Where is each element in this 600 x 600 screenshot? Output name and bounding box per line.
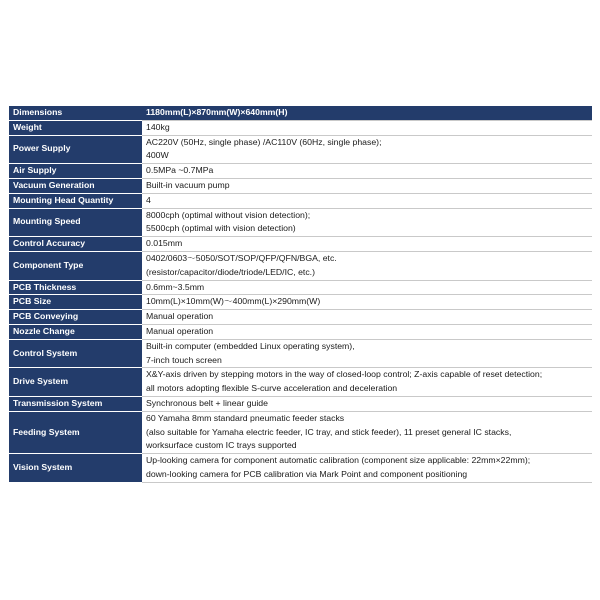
- spec-row: [9, 237, 592, 252]
- spec-value-line: Manual operation: [146, 325, 214, 336]
- spec-label: Feeding System: [9, 411, 142, 453]
- spec-row: [9, 208, 592, 237]
- spec-row: [9, 106, 592, 120]
- spec-value-line: Built-in computer (embedded Linux operating system),: [146, 340, 355, 351]
- spec-value: [142, 208, 592, 237]
- spec-label: Dimensions: [9, 106, 142, 120]
- spec-value-line: (also suitable for Yamaha electric feeder, IC tray, and stick feeder), 11 preset general IC stacks,: [146, 426, 512, 437]
- spec-value-line: Built-in vacuum pump: [146, 179, 230, 190]
- spec-row: [9, 193, 592, 208]
- spec-row: [9, 135, 592, 164]
- spec-value-line: 8000cph (optimal without vision detection);: [146, 209, 311, 220]
- spec-value-line: Up-looking camera for component automatic calibration (component size applicable: 22mm×22mm);: [146, 455, 531, 466]
- spec-value-line: 5500cph (optimal with vision detection): [146, 223, 296, 234]
- spec-row: [9, 295, 592, 310]
- spec-row: [9, 411, 592, 453]
- spec-value: [142, 368, 592, 397]
- spec-row: [9, 310, 592, 325]
- spec-label: Power Supply: [9, 135, 142, 164]
- spec-value: [142, 106, 592, 120]
- spec-row: [9, 339, 592, 368]
- spec-label: Transmission System: [9, 396, 142, 411]
- spec-value-line: worksurface custom IC trays supported: [146, 440, 297, 451]
- spec-row: [9, 178, 592, 193]
- spec-value: [142, 295, 592, 310]
- spec-value: [142, 251, 592, 280]
- spec-value-line: 0402/0603～5050/SOT/SOP/QFP/QFN/BGA, etc.: [146, 252, 337, 263]
- spec-value-line: 400W: [146, 150, 169, 161]
- spec-value-line: X&Y-axis driven by stepping motors in the way of closed-loop control; Z-axis capable of reset detection;: [146, 369, 543, 380]
- spec-label: Nozzle Change: [9, 324, 142, 339]
- spec-value-line: AC220V (50Hz, single phase) /AC110V (60Hz, single phase);: [146, 136, 382, 147]
- spec-label: PCB Size: [9, 295, 142, 310]
- spec-row: [9, 251, 592, 280]
- spec-value-line: 4: [146, 194, 151, 205]
- spec-row: [9, 368, 592, 397]
- spec-label: PCB Conveying: [9, 310, 142, 325]
- spec-value: [142, 164, 592, 179]
- spec-value-line: 7-inch touch screen: [146, 354, 222, 365]
- spec-label: Control Accuracy: [9, 237, 142, 252]
- spec-row: [9, 396, 592, 411]
- specification-table: [9, 106, 592, 483]
- spec-value: [142, 135, 592, 164]
- spec-value: [142, 280, 592, 295]
- spec-value: [142, 324, 592, 339]
- spec-row: [9, 454, 592, 483]
- spec-value-line: 0.5MPa ~0.7MPa: [146, 165, 214, 176]
- spec-value-line: down-looking camera for PCB calibration via Mark Point and component positioning: [146, 468, 468, 479]
- spec-value-line: 140kg: [146, 121, 170, 132]
- spec-value: [142, 193, 592, 208]
- spec-label: PCB Thickness: [9, 280, 142, 295]
- spec-value-line: 0.015mm: [146, 238, 183, 249]
- spec-label: Vacuum Generation: [9, 178, 142, 193]
- spec-label: Component Type: [9, 251, 142, 280]
- spec-value: [142, 178, 592, 193]
- specification-table-body: [9, 106, 592, 482]
- spec-label: Air Supply: [9, 164, 142, 179]
- spec-value: [142, 120, 592, 135]
- spec-value: [142, 237, 592, 252]
- spec-value-line: 60 Yamaha 8mm standard pneumatic feeder stacks: [146, 412, 345, 423]
- spec-label: Weight: [9, 120, 142, 135]
- spec-value: [142, 339, 592, 368]
- spec-value: [142, 454, 592, 483]
- spec-value-line: all motors adopting flexible S-curve acceleration and deceleration: [146, 383, 398, 394]
- spec-label: Control System: [9, 339, 142, 368]
- spec-value-line: 10mm(L)×10mm(W)～400mm(L)×290mm(W): [146, 296, 321, 307]
- spec-label: Vision System: [9, 454, 142, 483]
- spec-row: [9, 324, 592, 339]
- spec-row: [9, 164, 592, 179]
- spec-value-line: 1180mm(L)×870mm(W)×640mm(H): [146, 107, 288, 117]
- spec-value: [142, 396, 592, 411]
- spec-label: Mounting Speed: [9, 208, 142, 237]
- spec-label: Drive System: [9, 368, 142, 397]
- spec-value-line: Manual operation: [146, 311, 214, 322]
- spec-value-line: (resistor/capacitor/diode/triode/LED/IC, etc.): [146, 266, 315, 277]
- spec-value: [142, 310, 592, 325]
- spec-label: Mounting Head Quantity: [9, 193, 142, 208]
- spec-row: [9, 280, 592, 295]
- spec-value-line: 0.6mm~3.5mm: [146, 281, 205, 292]
- spec-row: [9, 120, 592, 135]
- spec-value-line: Synchronous belt + linear guide: [146, 397, 268, 408]
- spec-value: [142, 411, 592, 453]
